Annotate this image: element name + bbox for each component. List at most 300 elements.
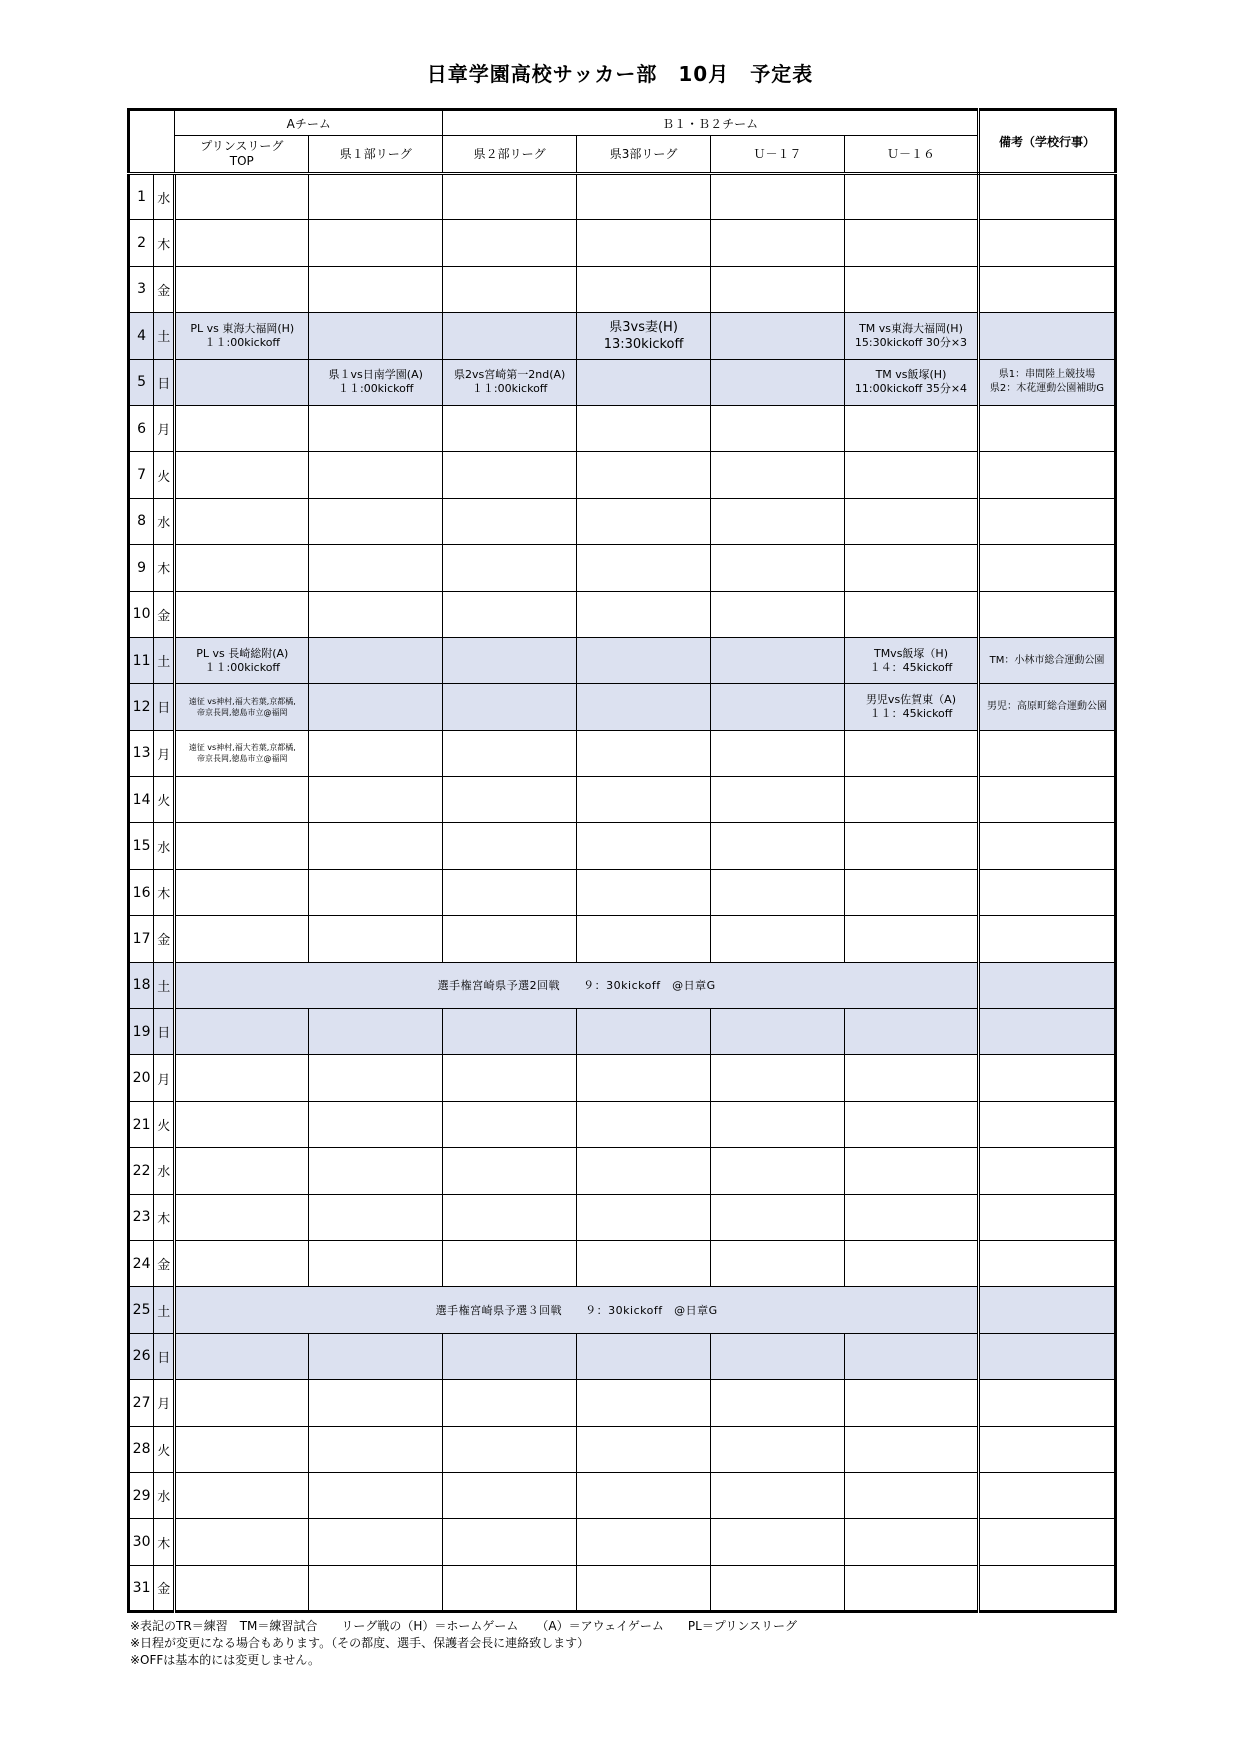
schedule-cell bbox=[175, 1519, 309, 1565]
schedule-cell bbox=[845, 730, 979, 776]
footnotes bbox=[130, 1618, 797, 1669]
schedule-cell bbox=[845, 916, 979, 962]
day-number: 2 bbox=[129, 220, 154, 266]
schedule-cell bbox=[309, 869, 443, 915]
schedule-cell bbox=[577, 1426, 711, 1472]
schedule-cell bbox=[443, 1194, 577, 1240]
day-number: 27 bbox=[129, 1380, 154, 1426]
col-u16-header: Ｕ－１６ bbox=[845, 136, 979, 174]
day-number: 30 bbox=[129, 1519, 154, 1565]
remarks-cell bbox=[978, 266, 1115, 312]
schedule-cell bbox=[309, 405, 443, 451]
weekday: 木 bbox=[154, 1194, 175, 1240]
schedule-cell bbox=[577, 545, 711, 591]
weekday: 金 bbox=[154, 916, 175, 962]
weekday: 日 bbox=[154, 684, 175, 730]
schedule-cell bbox=[309, 498, 443, 544]
schedule-cell bbox=[443, 1380, 577, 1426]
day-number: 6 bbox=[129, 405, 154, 451]
schedule-cell bbox=[309, 545, 443, 591]
schedule-cell bbox=[175, 1565, 309, 1611]
schedule-cell bbox=[845, 823, 979, 869]
schedule-cell bbox=[711, 869, 845, 915]
schedule-cell bbox=[175, 1333, 309, 1379]
schedule-cell bbox=[175, 266, 309, 312]
remarks-cell bbox=[978, 220, 1115, 266]
schedule-cell bbox=[309, 220, 443, 266]
schedule-cell bbox=[443, 405, 577, 451]
schedule-cell bbox=[577, 1055, 711, 1101]
schedule-cell bbox=[175, 591, 309, 637]
schedule-cell bbox=[309, 1380, 443, 1426]
day-number: 3 bbox=[129, 266, 154, 312]
schedule-row bbox=[129, 777, 1116, 823]
day-number: 1 bbox=[129, 174, 154, 220]
schedule-cell bbox=[175, 1009, 309, 1055]
schedule-cell bbox=[577, 1148, 711, 1194]
schedule-cell bbox=[577, 1101, 711, 1147]
day-number: 22 bbox=[129, 1148, 154, 1194]
tournament-event: 選手権宮崎県予選2回戦 ９：30kickoff @日章G bbox=[175, 962, 979, 1008]
schedule-cell bbox=[309, 1565, 443, 1611]
weekday: 木 bbox=[154, 545, 175, 591]
remarks-cell bbox=[978, 777, 1115, 823]
schedule-cell bbox=[711, 1009, 845, 1055]
schedule-cell bbox=[309, 1472, 443, 1518]
schedule-row bbox=[129, 1380, 1116, 1426]
schedule-cell bbox=[711, 220, 845, 266]
weekday: 金 bbox=[154, 1240, 175, 1286]
schedule-row bbox=[129, 174, 1116, 220]
weekday: 水 bbox=[154, 174, 175, 220]
schedule-cell bbox=[443, 220, 577, 266]
schedule-cell bbox=[443, 1565, 577, 1611]
schedule-cell bbox=[175, 359, 309, 405]
match-event: 県3vs妻(H) 13:30kickoff bbox=[577, 313, 711, 359]
schedule-cell bbox=[443, 498, 577, 544]
schedule-cell bbox=[577, 220, 711, 266]
schedule-cell bbox=[577, 1194, 711, 1240]
schedule-cell bbox=[711, 1472, 845, 1518]
schedule-cell bbox=[309, 1240, 443, 1286]
schedule-cell bbox=[309, 313, 443, 359]
day-number: 10 bbox=[129, 591, 154, 637]
schedule-cell bbox=[711, 498, 845, 544]
schedule-row bbox=[129, 916, 1116, 962]
schedule-cell bbox=[443, 1472, 577, 1518]
schedule-cell bbox=[309, 1333, 443, 1379]
schedule-cell bbox=[711, 266, 845, 312]
weekday: 土 bbox=[154, 962, 175, 1008]
schedule-cell bbox=[577, 730, 711, 776]
schedule-cell bbox=[443, 313, 577, 359]
schedule-cell bbox=[175, 220, 309, 266]
schedule-cell bbox=[577, 684, 711, 730]
weekday: 月 bbox=[154, 405, 175, 451]
schedule-cell bbox=[845, 1380, 979, 1426]
corner-cell bbox=[129, 110, 175, 174]
schedule-row bbox=[129, 1519, 1116, 1565]
weekday: 土 bbox=[154, 637, 175, 683]
weekday: 土 bbox=[154, 313, 175, 359]
match-event: 遠征 vs神村,福大若葉,京都橘, 帝京長岡,徳島市立@福岡 bbox=[175, 684, 309, 730]
schedule-row bbox=[129, 637, 1116, 683]
day-number: 16 bbox=[129, 869, 154, 915]
day-number: 24 bbox=[129, 1240, 154, 1286]
schedule-cell bbox=[309, 730, 443, 776]
team-a-header: Aチーム bbox=[175, 110, 443, 136]
weekday: 水 bbox=[154, 1472, 175, 1518]
schedule-cell bbox=[845, 1148, 979, 1194]
schedule-cell bbox=[845, 452, 979, 498]
weekday: 水 bbox=[154, 1148, 175, 1194]
weekday: 月 bbox=[154, 1380, 175, 1426]
day-number: 9 bbox=[129, 545, 154, 591]
schedule-cell bbox=[577, 1380, 711, 1426]
remarks-cell bbox=[978, 1194, 1115, 1240]
match-event: 遠征 vs神村,福大若葉,京都橘, 帝京長岡,徳島市立@福岡 bbox=[175, 730, 309, 776]
remarks-note: 男児：高原町総合運動公園 bbox=[978, 684, 1115, 730]
weekday: 日 bbox=[154, 1009, 175, 1055]
schedule-row bbox=[129, 452, 1116, 498]
remarks-note: 県1：串間陸上競技場 県2：木花運動公園補助G bbox=[978, 359, 1115, 405]
schedule-cell bbox=[845, 220, 979, 266]
schedule-cell bbox=[845, 777, 979, 823]
schedule-cell bbox=[711, 1426, 845, 1472]
schedule-cell bbox=[845, 869, 979, 915]
remarks-cell bbox=[978, 1148, 1115, 1194]
day-number: 21 bbox=[129, 1101, 154, 1147]
remarks-cell bbox=[978, 1472, 1115, 1518]
schedule-cell bbox=[443, 1333, 577, 1379]
schedule-cell bbox=[711, 1565, 845, 1611]
schedule-cell bbox=[577, 1333, 711, 1379]
schedule-cell bbox=[443, 684, 577, 730]
day-number: 28 bbox=[129, 1426, 154, 1472]
schedule-cell bbox=[577, 637, 711, 683]
tournament-event: 選手権宮崎県予選３回戦 ９：30kickoff @日章G bbox=[175, 1287, 979, 1333]
schedule-cell bbox=[443, 1148, 577, 1194]
weekday: 金 bbox=[154, 266, 175, 312]
schedule-cell bbox=[577, 1009, 711, 1055]
schedule-cell bbox=[309, 266, 443, 312]
match-event: TMvs飯塚（H) １４：45kickoff bbox=[845, 637, 979, 683]
schedule-row bbox=[129, 962, 1116, 1008]
day-number: 5 bbox=[129, 359, 154, 405]
schedule-cell bbox=[845, 266, 979, 312]
weekday: 土 bbox=[154, 1287, 175, 1333]
match-event: 男児vs佐賀東（A) １１：45kickoff bbox=[845, 684, 979, 730]
schedule-cell bbox=[175, 869, 309, 915]
schedule-cell bbox=[309, 684, 443, 730]
remarks-cell bbox=[978, 1101, 1115, 1147]
remarks-cell bbox=[978, 1565, 1115, 1611]
schedule-row bbox=[129, 1101, 1116, 1147]
remarks-cell bbox=[978, 962, 1115, 1008]
day-number: 7 bbox=[129, 452, 154, 498]
match-event: 県１vs日南学園(A) １１:00kickoff bbox=[309, 359, 443, 405]
schedule-cell bbox=[309, 637, 443, 683]
schedule-cell bbox=[711, 1055, 845, 1101]
col-pref2-header: 県２部リーグ bbox=[443, 136, 577, 174]
remarks-cell bbox=[978, 869, 1115, 915]
schedule-row bbox=[129, 1472, 1116, 1518]
remarks-cell bbox=[978, 1380, 1115, 1426]
schedule-row bbox=[129, 869, 1116, 915]
col-u17-header: Ｕ－１７ bbox=[711, 136, 845, 174]
col-prince-header: プリンスリーグ TOP bbox=[175, 136, 309, 174]
schedule-cell bbox=[577, 1472, 711, 1518]
day-number: 8 bbox=[129, 498, 154, 544]
schedule-cell bbox=[577, 916, 711, 962]
schedule-cell bbox=[443, 1101, 577, 1147]
schedule-row bbox=[129, 1287, 1116, 1333]
schedule-row bbox=[129, 1333, 1116, 1379]
schedule-cell bbox=[711, 730, 845, 776]
schedule-cell bbox=[175, 1101, 309, 1147]
schedule-cell bbox=[845, 1426, 979, 1472]
day-number: 31 bbox=[129, 1565, 154, 1611]
day-number: 12 bbox=[129, 684, 154, 730]
remarks-cell bbox=[978, 1519, 1115, 1565]
schedule-cell bbox=[175, 823, 309, 869]
schedule-cell bbox=[577, 591, 711, 637]
col-pref1-header: 県１部リーグ bbox=[309, 136, 443, 174]
remarks-cell bbox=[978, 545, 1115, 591]
remarks-cell bbox=[978, 1055, 1115, 1101]
schedule-row bbox=[129, 730, 1116, 776]
schedule-cell bbox=[577, 266, 711, 312]
schedule-cell bbox=[845, 1333, 979, 1379]
schedule-cell bbox=[845, 498, 979, 544]
schedule-cell bbox=[309, 916, 443, 962]
schedule-row bbox=[129, 266, 1116, 312]
schedule-cell bbox=[309, 1519, 443, 1565]
footnote: ※表記のTR＝練習 TM＝練習試合 リーグ戦の（H）＝ホームゲーム （A）＝アウェイゲーム PL＝プリンスリーグ bbox=[130, 1619, 798, 1633]
schedule-cell bbox=[309, 452, 443, 498]
remarks-cell bbox=[978, 1426, 1115, 1472]
schedule-cell bbox=[577, 452, 711, 498]
schedule-cell bbox=[175, 405, 309, 451]
schedule-cell bbox=[443, 637, 577, 683]
schedule-row bbox=[129, 405, 1116, 451]
schedule-row bbox=[129, 359, 1116, 405]
day-number: 15 bbox=[129, 823, 154, 869]
schedule-cell bbox=[711, 1101, 845, 1147]
schedule-cell bbox=[711, 916, 845, 962]
remarks-cell bbox=[978, 916, 1115, 962]
schedule-cell bbox=[845, 1519, 979, 1565]
schedule-cell bbox=[711, 637, 845, 683]
day-number: 25 bbox=[129, 1287, 154, 1333]
schedule-cell bbox=[175, 1194, 309, 1240]
schedule-cell bbox=[711, 684, 845, 730]
schedule-row bbox=[129, 823, 1116, 869]
footnote: ※OFFは基本的には変更しません。 bbox=[130, 1653, 321, 1667]
schedule-cell bbox=[443, 916, 577, 962]
schedule-row bbox=[129, 1240, 1116, 1286]
schedule-row bbox=[129, 545, 1116, 591]
schedule-cell bbox=[577, 174, 711, 220]
day-number: 11 bbox=[129, 637, 154, 683]
schedule-cell bbox=[443, 730, 577, 776]
schedule-cell bbox=[577, 1565, 711, 1611]
day-number: 14 bbox=[129, 777, 154, 823]
schedule-cell bbox=[711, 1333, 845, 1379]
schedule-cell bbox=[309, 591, 443, 637]
day-number: 17 bbox=[129, 916, 154, 962]
weekday: 月 bbox=[154, 730, 175, 776]
schedule-cell bbox=[845, 1101, 979, 1147]
footnote: ※日程が変更になる場合もあります。（その都度、選手、保護者会長に連絡致します） bbox=[130, 1636, 590, 1650]
schedule-row bbox=[129, 1194, 1116, 1240]
schedule-row bbox=[129, 1565, 1116, 1611]
remarks-cell bbox=[978, 1009, 1115, 1055]
schedule-cell bbox=[711, 545, 845, 591]
day-number: 4 bbox=[129, 313, 154, 359]
remarks-cell bbox=[978, 1240, 1115, 1286]
schedule-cell bbox=[309, 1055, 443, 1101]
schedule-cell bbox=[711, 452, 845, 498]
schedule-cell bbox=[443, 869, 577, 915]
schedule-row bbox=[129, 1055, 1116, 1101]
schedule-row bbox=[129, 313, 1116, 359]
weekday: 水 bbox=[154, 823, 175, 869]
schedule-cell bbox=[845, 545, 979, 591]
col-pref3-header: 県3部リーグ bbox=[577, 136, 711, 174]
schedule-cell bbox=[443, 777, 577, 823]
match-event: 県2vs宮崎第一2nd(A) １１:00kickoff bbox=[443, 359, 577, 405]
team-b-header: Ｂ１・Ｂ２チーム bbox=[443, 110, 979, 136]
schedule-cell bbox=[577, 823, 711, 869]
schedule-cell bbox=[443, 545, 577, 591]
day-number: 29 bbox=[129, 1472, 154, 1518]
schedule-cell bbox=[845, 1472, 979, 1518]
schedule-cell bbox=[577, 1240, 711, 1286]
schedule-cell bbox=[577, 359, 711, 405]
weekday: 火 bbox=[154, 1101, 175, 1147]
schedule-cell bbox=[175, 452, 309, 498]
weekday: 水 bbox=[154, 498, 175, 544]
schedule-cell bbox=[845, 1240, 979, 1286]
schedule-cell bbox=[711, 777, 845, 823]
weekday: 木 bbox=[154, 1519, 175, 1565]
weekday: 木 bbox=[154, 220, 175, 266]
schedule-table bbox=[127, 108, 1117, 1613]
remarks-cell bbox=[978, 498, 1115, 544]
remarks-cell bbox=[978, 1333, 1115, 1379]
remarks-cell bbox=[978, 313, 1115, 359]
schedule-cell bbox=[443, 1009, 577, 1055]
schedule-cell bbox=[175, 498, 309, 544]
schedule-cell bbox=[309, 1148, 443, 1194]
schedule-row bbox=[129, 220, 1116, 266]
schedule-row bbox=[129, 1426, 1116, 1472]
schedule-cell bbox=[845, 174, 979, 220]
day-number: 20 bbox=[129, 1055, 154, 1101]
schedule-row bbox=[129, 498, 1116, 544]
day-number: 26 bbox=[129, 1333, 154, 1379]
schedule-cell bbox=[711, 313, 845, 359]
schedule-cell bbox=[443, 823, 577, 869]
match-event: TM vs飯塚(H) 11:00kickoff 35分×4 bbox=[845, 359, 979, 405]
schedule-cell bbox=[443, 1426, 577, 1472]
remarks-cell bbox=[978, 591, 1115, 637]
schedule-cell bbox=[845, 1055, 979, 1101]
schedule-cell bbox=[577, 777, 711, 823]
schedule-cell bbox=[845, 1009, 979, 1055]
remarks-header: 備考（学校行事） bbox=[978, 110, 1115, 174]
day-number: 19 bbox=[129, 1009, 154, 1055]
weekday: 火 bbox=[154, 452, 175, 498]
schedule-cell bbox=[443, 174, 577, 220]
schedule-row bbox=[129, 1009, 1116, 1055]
schedule-cell bbox=[175, 777, 309, 823]
schedule-cell bbox=[175, 1426, 309, 1472]
match-event: PL vs 長崎総附(A) １１:00kickoff bbox=[175, 637, 309, 683]
schedule-cell bbox=[711, 1380, 845, 1426]
schedule-cell bbox=[309, 1426, 443, 1472]
remarks-cell bbox=[978, 452, 1115, 498]
schedule-cell bbox=[711, 1240, 845, 1286]
schedule-cell bbox=[175, 174, 309, 220]
schedule-cell bbox=[443, 1055, 577, 1101]
schedule-cell bbox=[577, 498, 711, 544]
schedule-cell bbox=[443, 1519, 577, 1565]
schedule-cell bbox=[711, 591, 845, 637]
schedule-cell bbox=[711, 1519, 845, 1565]
match-event: PL vs 東海大福岡(H) １１:00kickoff bbox=[175, 313, 309, 359]
weekday: 金 bbox=[154, 1565, 175, 1611]
schedule-cell bbox=[175, 916, 309, 962]
schedule-cell bbox=[175, 1055, 309, 1101]
remarks-cell bbox=[978, 405, 1115, 451]
schedule-cell bbox=[845, 405, 979, 451]
remarks-cell bbox=[978, 174, 1115, 220]
schedule-cell bbox=[443, 1240, 577, 1286]
weekday: 火 bbox=[154, 1426, 175, 1472]
schedule-row bbox=[129, 1148, 1116, 1194]
schedule-cell bbox=[443, 591, 577, 637]
remarks-cell bbox=[978, 1287, 1115, 1333]
schedule-cell bbox=[309, 823, 443, 869]
day-number: 13 bbox=[129, 730, 154, 776]
weekday: 日 bbox=[154, 1333, 175, 1379]
schedule-cell bbox=[309, 777, 443, 823]
schedule-cell bbox=[443, 266, 577, 312]
weekday: 金 bbox=[154, 591, 175, 637]
remarks-cell bbox=[978, 823, 1115, 869]
day-number: 23 bbox=[129, 1194, 154, 1240]
page-title: 日章学園高校サッカー部 10月 予定表 bbox=[426, 62, 814, 86]
schedule-cell bbox=[175, 1472, 309, 1518]
schedule-cell bbox=[309, 1194, 443, 1240]
schedule-cell bbox=[309, 174, 443, 220]
schedule-cell bbox=[577, 405, 711, 451]
schedule-cell bbox=[711, 823, 845, 869]
day-number: 18 bbox=[129, 962, 154, 1008]
schedule-cell bbox=[845, 1194, 979, 1240]
weekday: 月 bbox=[154, 1055, 175, 1101]
schedule-cell bbox=[443, 452, 577, 498]
schedule-row bbox=[129, 684, 1116, 730]
schedule-cell bbox=[577, 1519, 711, 1565]
weekday: 木 bbox=[154, 869, 175, 915]
weekday: 日 bbox=[154, 359, 175, 405]
match-event: TM vs東海大福岡(H) 15:30kickoff 30分×3 bbox=[845, 313, 979, 359]
schedule-cell bbox=[845, 1565, 979, 1611]
weekday: 火 bbox=[154, 777, 175, 823]
